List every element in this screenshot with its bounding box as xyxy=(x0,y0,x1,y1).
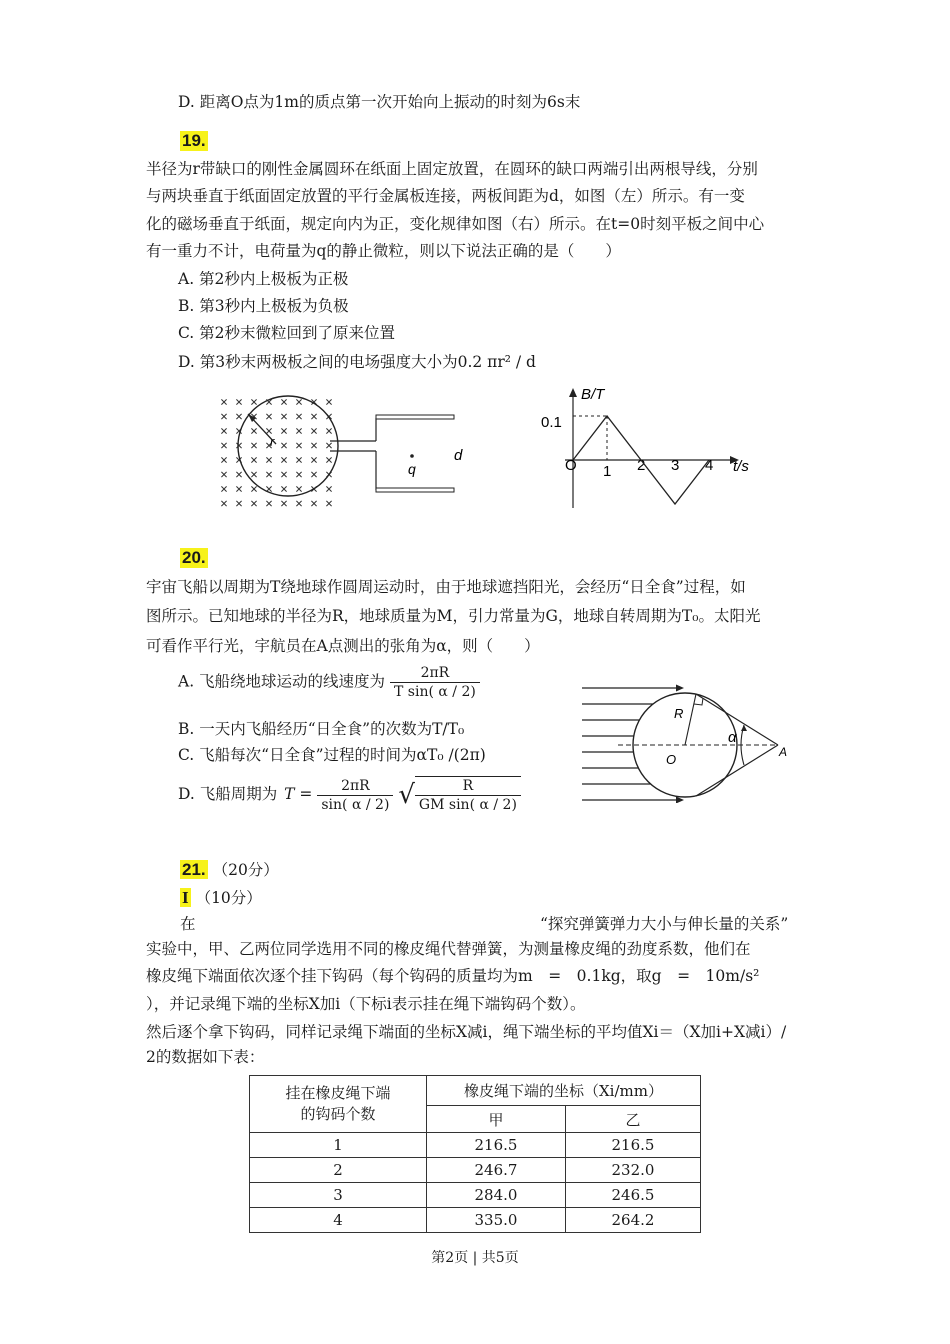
q18-option-d: D. 距离O点为1m的质点第一次开始向上振动的时刻为6s末 xyxy=(178,93,581,111)
q21-score: （20分） xyxy=(212,861,279,879)
page-footer: 第2页 | 共5页 xyxy=(431,1250,519,1266)
y-axis-label: B/T xyxy=(581,386,605,403)
q19-stem-line-1: 半径为r带缺口的刚性金属圆环在纸面上固定放置，在圆环的缺口两端引出两根导线，分别 xyxy=(146,160,758,178)
q21-stem-line-2: 橡皮绳下端面依次逐个挂下钩码（每个钩码的质量均为m = 0.1kg，取g = 10m/s² xyxy=(146,967,760,985)
q19-stem-line-2: 与两块垂直于纸面固定放置的平行金属板连接，两板间距为d，如图（左）所示。有一变 xyxy=(146,187,745,205)
q19-number: 19. xyxy=(182,131,206,150)
x-axis-label: t/s xyxy=(733,458,749,475)
charge-label: q xyxy=(408,461,416,477)
x-tick-label-1: 1 xyxy=(603,463,612,480)
q19-option-c: C. 第2秒末微粒回到了原来位置 xyxy=(178,324,396,342)
q21-stem-line-5: 2的数据如下表： xyxy=(146,1048,265,1066)
q21-number: 21. xyxy=(182,860,206,879)
q21-data-table xyxy=(249,1075,701,1233)
q21-part-header xyxy=(180,886,262,908)
point-label-A: A xyxy=(779,745,788,759)
q19-option-a: A. 第2秒内上极板为正极 xyxy=(178,270,349,288)
q20-option-d-text: D. 飞船周期为 xyxy=(178,785,278,803)
q21-part-score: （10分） xyxy=(195,889,262,907)
table-row: 2 246.7 232.0 xyxy=(250,1158,701,1183)
lower-plate xyxy=(376,488,454,492)
origin-label: O xyxy=(565,457,577,474)
q20-option-d: D. 飞船周期为 T = $\frac{2\pi R}{\sin( \alpha / 2)}$ √ $\frac{R}{\text{GM sin( α / 2)}}$ xyxy=(178,776,521,814)
q19-stem-line-4: 有一重力不计，电荷量为q的静止微粒，则以下说法正确的是（ ） xyxy=(146,242,621,260)
q20-option-d-fraction-1: $\frac{2\pi R}{\sin( \alpha / 2)}$ xyxy=(317,777,393,814)
table-header-coordinate: 橡皮绳下端的坐标（Xi/mm） xyxy=(427,1076,701,1106)
x-tick-label-2: 2 xyxy=(637,457,646,474)
q19-option-d: D. 第3秒末两极板之间的电场强度大小为0.2 πr² / d xyxy=(178,353,536,371)
q21-stem-line-3: ），并记录绳下端的坐标X加i（下标i表示挂在绳下端钩码个数）。 xyxy=(146,995,586,1013)
q20-option-a-fraction: $\frac{2\pi R}{\text{T sin( α / 2)}}$ xyxy=(390,664,480,701)
q21-stem-line-4: 然后逐个拿下钩码，同样记录绳下端面的坐标X减i，绳下端坐标的平均值Xi＝（X加i+X减i）/ xyxy=(146,1023,787,1041)
x-tick-label-4: 4 xyxy=(705,457,714,474)
q19-ring-capacitor-figure xyxy=(210,392,470,514)
q20-option-c: C. 飞船每次“日全食”过程的时间为αT₀ /(2π) xyxy=(178,746,486,764)
q21-stem-line-1: 实验中，甲、乙两位同学选用不同的橡皮绳代替弹簧，为测量橡皮绳的劲度系数，他们在 xyxy=(146,940,751,958)
q19-stem-line-3: 化的磁场垂直于纸面，规定向内为正，变化规律如图（右）所示。在t=0时刻平板之间中心 xyxy=(146,215,765,233)
sqrt-sign-icon: √ xyxy=(398,780,415,810)
table-subheader-yi: 乙 xyxy=(566,1106,701,1133)
charged-particle xyxy=(410,454,414,458)
q20-number: 20. xyxy=(182,548,206,567)
q20-option-b: B. 一天内飞船经历“日全食”的次数为T/T₀ xyxy=(178,720,465,738)
q20-stem-line-2: 图所示。已知地球的半径为R，地球质量为M，引力常量为G，地球自转周期为T₀。太阳光 xyxy=(146,607,761,625)
q21-part-label: I xyxy=(182,888,189,907)
q20-option-d-fraction-2: $\frac{R}{\text{GM sin( α / 2)}}$ xyxy=(415,776,521,814)
gap-label: d xyxy=(454,447,463,464)
x-tick-label-3: 3 xyxy=(671,457,680,474)
arrowhead-icon xyxy=(676,685,684,692)
q19-b-t-graph xyxy=(535,380,760,512)
q20-stem-line-1: 宇宙飞船以周期为T绕地球作圆周运动时，由于地球遮挡阳光，会经历“日全食”过程，如 xyxy=(146,578,746,596)
angle-label-alpha: α xyxy=(728,729,737,746)
q20-option-a-text: A. 飞船绕地球运动的线速度为 xyxy=(178,672,386,691)
radius-label: r xyxy=(270,434,275,449)
q21-line1-right: “探究弹簧弹力大小与伸长量的关系” xyxy=(540,915,789,933)
table-row: 1 216.5 216.5 xyxy=(250,1133,701,1158)
upper-plate xyxy=(376,415,454,419)
center-label-O: O xyxy=(666,752,677,767)
table-subheader-jia: 甲 xyxy=(427,1106,566,1133)
q20-option-a xyxy=(178,664,480,701)
table-row: 4 335.0 264.2 xyxy=(250,1208,701,1233)
q19-option-b: B. 第3秒内上极板为负极 xyxy=(178,297,349,315)
q20-stem-line-3: 可看作平行光，宇航员在A点测出的张角为α，则（ ） xyxy=(146,637,540,655)
radius-label-R: R xyxy=(674,706,684,721)
table-row: 3 284.0 246.5 xyxy=(250,1183,701,1208)
table-header-count: 挂在橡皮绳下端 的钩码个数 xyxy=(250,1076,427,1133)
y-tick-label: 0.1 xyxy=(541,414,562,431)
q21-header xyxy=(180,858,279,880)
q20-eclipse-figure xyxy=(578,678,798,803)
q21-line1-left: 在 xyxy=(180,915,196,933)
